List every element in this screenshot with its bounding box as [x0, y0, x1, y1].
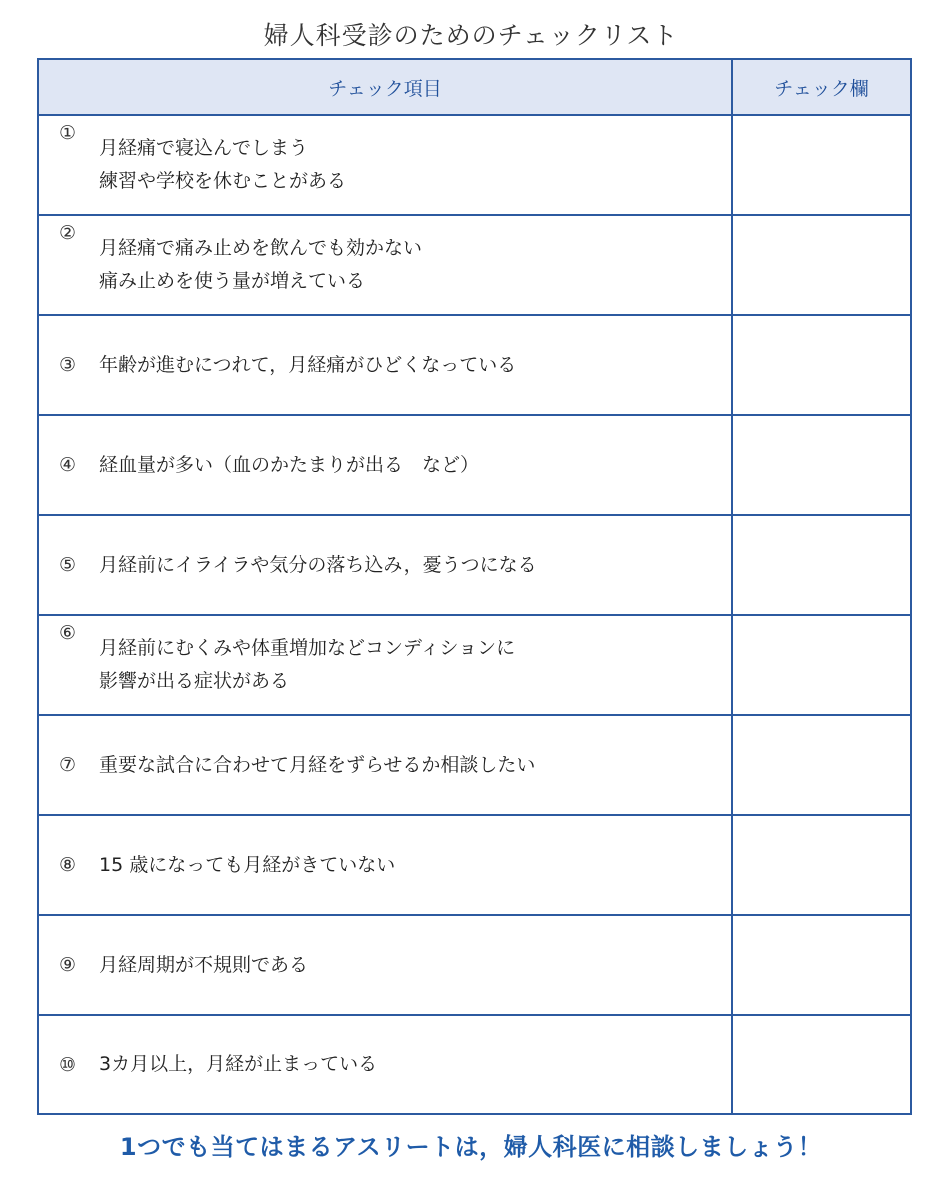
item-text-line: 月経周期が不規則である — [99, 953, 309, 976]
page-title: 婦人科受診のためのチェックリスト — [263, 21, 679, 50]
table-row — [39, 1016, 910, 1113]
check-item-cell — [39, 916, 733, 1014]
table-body — [39, 116, 910, 1113]
check-item-cell — [39, 316, 733, 414]
item-text-line: 練習や学校を休むことがある — [99, 170, 347, 192]
check-box-cell[interactable] — [733, 416, 910, 514]
item-number: ⑨ — [59, 954, 77, 976]
item-number: ⑦ — [59, 754, 77, 776]
check-item-cell — [39, 616, 733, 714]
item-number: ⑩ — [59, 1053, 77, 1076]
table-row — [39, 316, 910, 416]
check-box-cell[interactable] — [733, 1016, 910, 1113]
check-item-cell — [39, 716, 733, 814]
item-text-line: 月経痛で寝込んでしまう — [99, 137, 309, 159]
item-text-line: 年齢が進むにつれて，月経痛がひどくなっている — [99, 353, 517, 376]
check-item-cell — [39, 516, 733, 614]
check-item-cell — [39, 816, 733, 914]
check-box-cell[interactable] — [733, 316, 910, 414]
item-text-line: 月経前にイライラや気分の落ち込み，憂うつになる — [99, 553, 537, 576]
item-text — [99, 132, 346, 198]
item-text-line: 月経痛で痛み止めを飲んでも効かない — [99, 237, 423, 259]
item-text — [99, 949, 308, 982]
item-number: ① — [59, 121, 77, 144]
table-row — [39, 816, 910, 916]
check-item-cell — [39, 216, 733, 314]
item-number: ④ — [59, 454, 77, 476]
item-text — [99, 632, 515, 698]
item-number: ⑤ — [59, 554, 77, 576]
table-row — [39, 416, 910, 516]
item-text — [99, 749, 535, 782]
check-box-cell[interactable] — [733, 116, 910, 214]
item-text-line: 月経前にむくみや体重増加などコンディションに — [99, 637, 516, 659]
table-row — [39, 116, 910, 216]
table-row — [39, 216, 910, 316]
header-check-column: チェック欄 — [774, 77, 869, 100]
item-text-line: 15 歳になっても月経がきていない — [99, 853, 396, 876]
check-box-cell[interactable] — [733, 716, 910, 814]
table-header — [39, 60, 910, 116]
item-text-line: 影響が出る症状がある — [99, 670, 290, 692]
item-text — [99, 1048, 377, 1081]
check-box-cell[interactable] — [733, 216, 910, 314]
table-row — [39, 516, 910, 616]
checklist-table — [37, 58, 912, 1115]
table-row — [39, 916, 910, 1016]
check-box-cell[interactable] — [733, 916, 910, 1014]
item-text-line: 重要な試合に合わせて月経をずらせるか相談したい — [99, 753, 536, 776]
check-item-cell — [39, 416, 733, 514]
item-text-line: 3カ月以上，月経が止まっている — [99, 1053, 378, 1075]
item-text — [99, 849, 395, 882]
item-number: ⑧ — [59, 854, 77, 876]
table-row — [39, 716, 910, 816]
item-text-line: 経血量が多い（血のかたまりが出る など） — [99, 453, 480, 476]
check-box-cell[interactable] — [733, 516, 910, 614]
check-item-cell — [39, 1016, 733, 1113]
header-check-item: チェック項目 — [39, 60, 733, 114]
item-text — [99, 232, 422, 298]
item-text — [99, 449, 479, 482]
footer-message: 1つでも当てはまるアスリートは，婦人科医に相談しましょう！ — [119, 1133, 823, 1161]
item-number: ⑥ — [59, 621, 77, 644]
check-item-cell — [39, 116, 733, 214]
item-number: ③ — [59, 354, 77, 376]
table-row — [39, 616, 910, 716]
item-number: ② — [59, 221, 77, 244]
check-box-cell[interactable] — [733, 616, 910, 714]
item-text — [99, 549, 537, 582]
item-text-line: 痛み止めを使う量が増えている — [99, 270, 366, 292]
check-box-cell[interactable] — [733, 816, 910, 914]
item-text — [99, 349, 516, 382]
